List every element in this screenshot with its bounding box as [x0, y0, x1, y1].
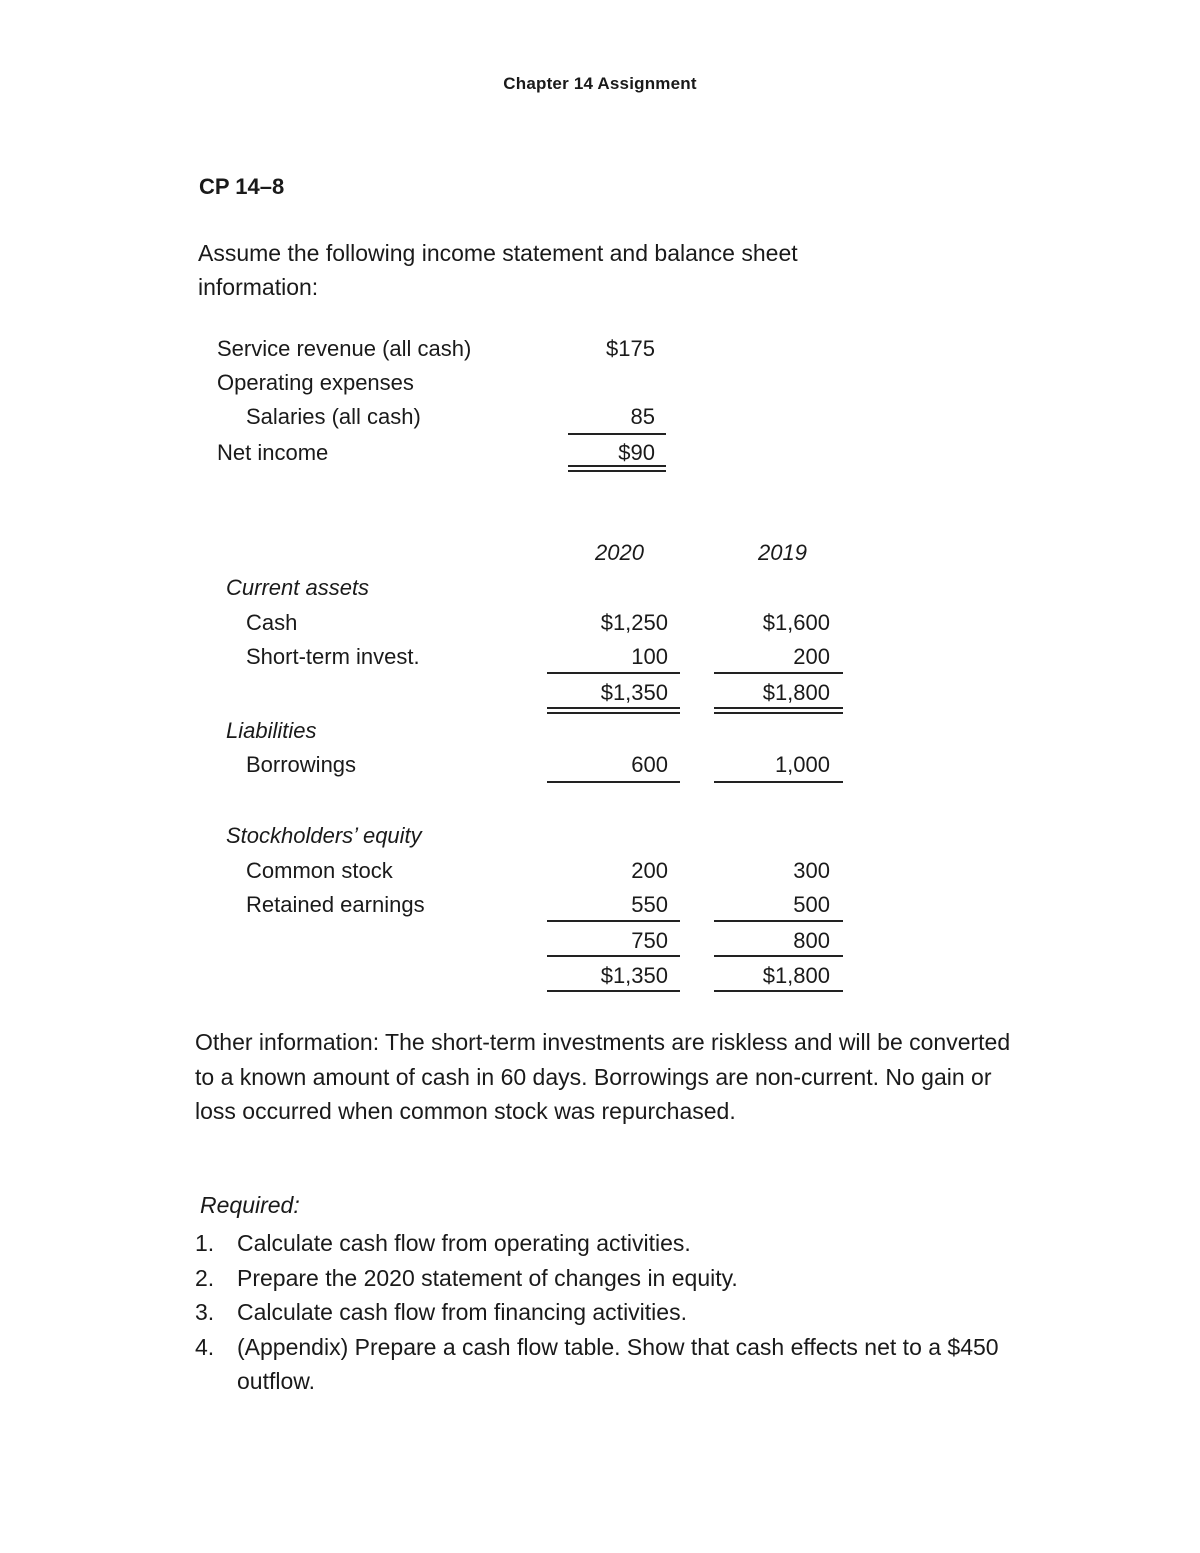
underline — [547, 955, 680, 957]
bs-label: Retained earnings — [246, 892, 425, 917]
underline — [714, 990, 843, 992]
bs-label: Cash — [246, 610, 298, 635]
problem-id: CP 14–8 — [199, 174, 285, 199]
page-header: Chapter 14 Assignment — [503, 74, 697, 93]
bs-value-2019: 500 — [793, 892, 830, 917]
underline — [714, 672, 843, 674]
underline — [547, 672, 680, 674]
bs-total-2020: $1,350 — [600, 680, 668, 705]
bs-label: Short-term invest. — [246, 644, 420, 669]
income-label: Operating expenses — [217, 370, 414, 395]
required-item — [195, 1261, 1025, 1296]
income-value: $90 — [618, 440, 655, 465]
required-list — [195, 1226, 1025, 1399]
bs-value-2019: 1,000 — [774, 752, 830, 777]
other-information: Other information: The short-term investments are riskless and will be converted to a known amount of cash in 60 days. Borrowings are non-current. No gain or loss occurred when common stock was repurchased. — [195, 1029, 1011, 1124]
required-item — [195, 1330, 1025, 1399]
double-underline — [547, 707, 680, 714]
required-title: Required: — [200, 1192, 300, 1218]
column-header-2019: 2019 — [758, 540, 807, 565]
bs-value-2019: 200 — [793, 644, 830, 669]
bs-value-2020: $1,250 — [600, 610, 668, 635]
required-item — [195, 1226, 1025, 1261]
bs-value-2020: 100 — [631, 644, 668, 669]
bs-total-2020: $1,350 — [600, 963, 668, 988]
bs-label: Borrowings — [246, 752, 357, 777]
underline — [714, 781, 843, 783]
item-number: 4. — [195, 1333, 215, 1360]
income-label: Salaries (all cash) — [246, 404, 421, 429]
bs-value-2020: 200 — [631, 858, 668, 883]
double-underline — [568, 465, 666, 472]
bs-total-2019: $1,800 — [762, 963, 830, 988]
bs-value-2019: 300 — [793, 858, 830, 883]
required-item — [195, 1295, 1025, 1330]
item-text: Prepare the 2020 statement of changes in equity. — [237, 1264, 738, 1291]
item-number: 3. — [195, 1299, 215, 1325]
bs-subtotal-2019: 800 — [793, 928, 830, 953]
section-title-current-assets: Current assets — [226, 575, 370, 600]
underline — [547, 781, 680, 783]
underline — [547, 990, 680, 992]
underline — [568, 433, 666, 435]
item-number: 1. — [195, 1230, 215, 1256]
item-number: 2. — [195, 1264, 215, 1291]
income-label: Service revenue (all cash) — [217, 336, 472, 361]
bs-value-2019: $1,600 — [762, 610, 830, 635]
income-label: Net income — [217, 440, 329, 465]
bs-value-2020: 600 — [631, 752, 668, 777]
underline — [547, 920, 680, 922]
bs-subtotal-2020: 750 — [631, 928, 668, 953]
income-value: $175 — [606, 336, 655, 361]
item-text: Calculate cash flow from financing activities. — [237, 1299, 687, 1325]
section-title-liabilities: Liabilities — [226, 718, 317, 743]
income-value: 85 — [630, 404, 655, 429]
bs-total-2019: $1,800 — [762, 680, 830, 705]
underline — [714, 955, 843, 957]
item-text: Calculate cash flow from operating activities. — [237, 1230, 691, 1256]
item-text: (Appendix) Prepare a cash flow table. Show that cash effects net to a $450 outflow. — [237, 1333, 999, 1394]
column-header-2020: 2020 — [595, 540, 644, 565]
section-title-equity: Stockholders’ equity — [226, 823, 422, 848]
problem-intro: Assume the following income statement and balance sheet information: — [198, 240, 798, 300]
bs-value-2020: 550 — [631, 892, 668, 917]
underline — [714, 920, 843, 922]
bs-label: Common stock — [246, 858, 393, 883]
double-underline — [714, 707, 843, 714]
